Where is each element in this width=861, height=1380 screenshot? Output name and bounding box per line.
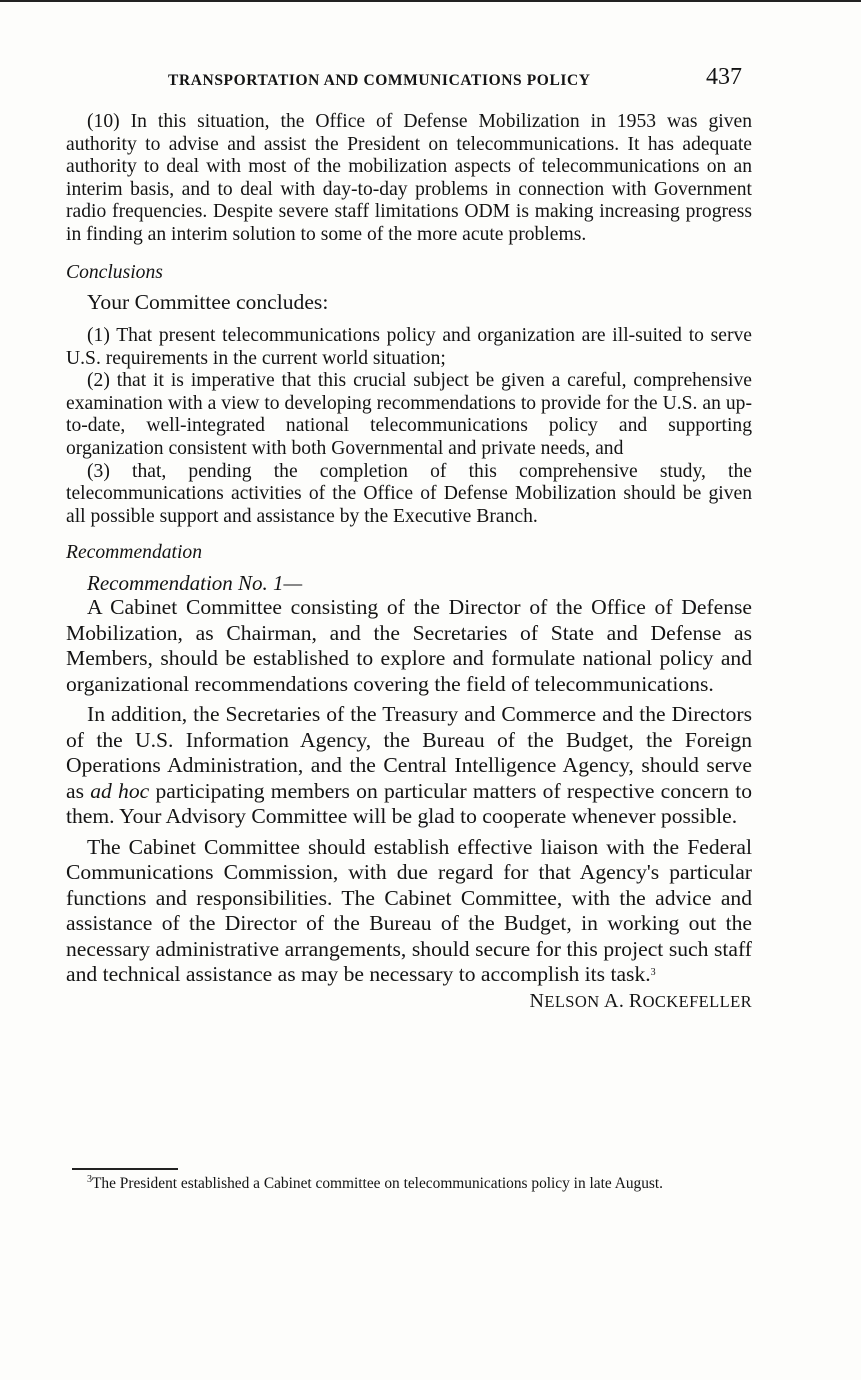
conclusions-heading: Conclusions xyxy=(66,261,163,283)
conclusion-item-3: (3) that, pending the completion of this comprehensive study, the telecommunications activities of the Office of Defense Mobilization should be given all possible support and assistance by the Executive Branch. xyxy=(66,460,752,527)
footnote-rule xyxy=(72,1168,178,1170)
top-rule xyxy=(0,0,861,2)
page-number: 437 xyxy=(706,64,742,90)
footnote xyxy=(66,1174,754,1194)
page-header xyxy=(0,64,861,94)
recommendation-para-1: A Cabinet Committee consisting of the Director of the Office of Defense Mobilization, as Chairman, and the Secretaries of State and Defense as Members, should be established to explore and formulate national policy and organizational recommendations covering the field of telecommunications. xyxy=(66,595,752,696)
recommendation-para-2 xyxy=(66,702,752,830)
ad-hoc-term: ad hoc xyxy=(90,778,150,803)
footnote-marker: 3 xyxy=(87,1174,92,1185)
footnote-text: The President established a Cabinet committee on telecommunications policy in late August. xyxy=(92,1175,664,1192)
recommendation-para-3 xyxy=(66,835,752,988)
page-body xyxy=(66,111,752,1013)
conclusions-intro: Your Committee concludes: xyxy=(87,289,329,314)
para-2-text-b: participating members on particular matters of respective concern to them. Your Advisory Committee will be glad to cooperate whenever possible. xyxy=(66,778,752,829)
conclusion-item-1: (1) That present telecommunications policy and organization are ill-suited to serve U.S. requirements in the current world situation; xyxy=(66,325,752,369)
conclusion-item-2: (2) that it is imperative that this crucial subject be given a careful, comprehensive examination with a view to developing recommendations to provide for the U.S. an up-to-date, well-integrated national telecommunications policy and supporting organization consistent with both Governmental and private needs, and xyxy=(66,370,752,460)
para-3-text: The Cabinet Committee should establish effective liaison with the Federal Communications Commission, with due regard for that Agency's particular functions and responsibilities. The Cabinet Committee, with the advice and assistance of the Director of the Bureau of the Budget, in working out the necessary administrative arrangements, should secure for this project such staff and technical assistance as may be necessary to accomplish its task. xyxy=(66,834,752,987)
para-2-text-a: In addition, the Secretaries of the Treasury and Commerce and the Directors of the U.S. Information Agency, the Bureau of the Budget, the Foreign Operations Administration, and the Central Intelligence Agency, should serve as xyxy=(66,702,752,803)
recommendation-subheading: Recommendation No. 1— xyxy=(87,571,303,596)
paragraph-10: (10) In this situation, the Office of Defense Mobilization in 1953 was given authority to advise and assist the President on telecommunications. It has adequate authority to deal with most of the mobilization aspects of telecommunications on an interim basis, and to deal with day-to-day problems in connection with Government radio frequencies. Despite severe staff limitations ODM is making increasing progress in finding an interim solution to some of the more acute problems. xyxy=(66,111,752,245)
footnote-ref: 3 xyxy=(650,967,656,979)
recommendation-heading: Recommendation xyxy=(66,542,203,564)
running-head: TRANSPORTATION AND COMMUNICATIONS POLICY xyxy=(168,72,591,89)
signature: NELSON A. ROCKEFELLER xyxy=(529,989,752,1012)
